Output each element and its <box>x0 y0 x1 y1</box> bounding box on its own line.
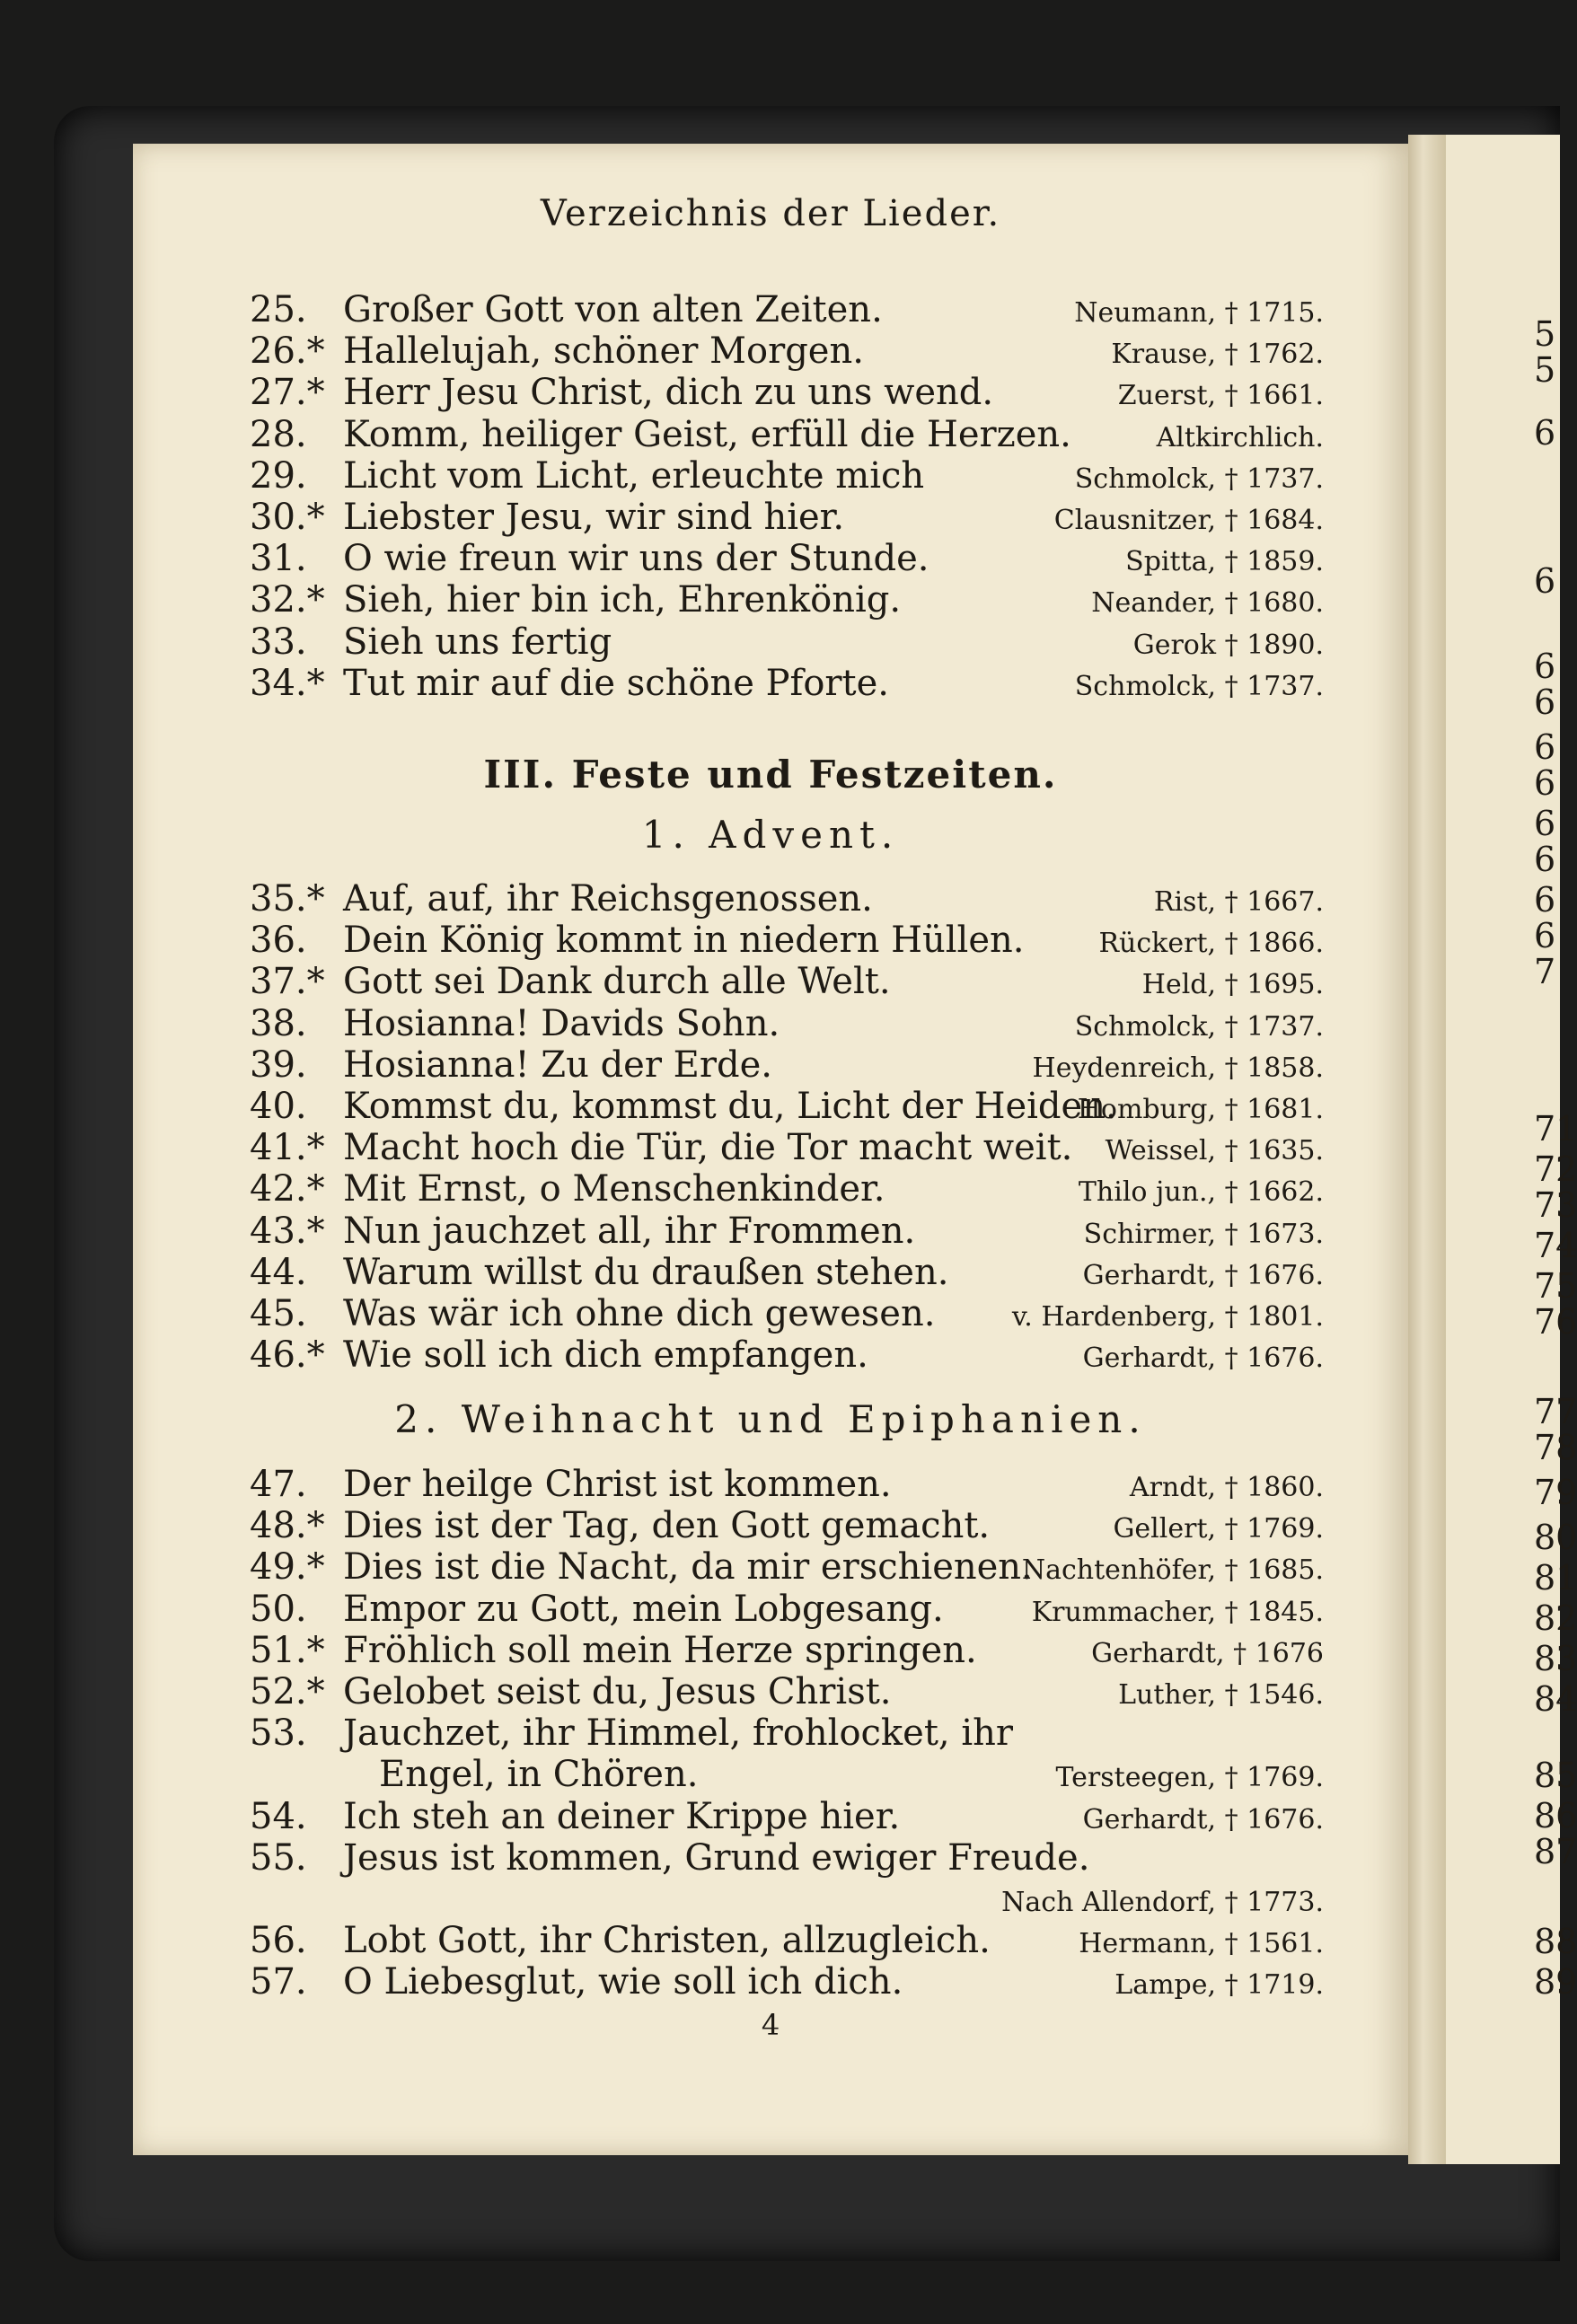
next-page-number: 6 <box>1534 647 1556 686</box>
hymn-title: Hosianna! Zu der Erde. <box>343 1043 772 1086</box>
hymn-author: Rückert, † 1866. <box>1098 928 1324 960</box>
hymn-title: Sieh, hier bin ich, Ehrenkönig. <box>343 579 902 621</box>
hymn-number: 56. <box>250 1920 307 1962</box>
next-page-number: 83 <box>1534 1639 1577 1678</box>
list-item <box>250 1754 1324 1795</box>
hymn-title: Gelobet seist du, Jesus Christ. <box>343 1671 892 1712</box>
hymn-title: Herr Jesu Christ, dich zu uns wend. <box>343 372 994 414</box>
hymn-number: 29. <box>250 454 307 497</box>
next-page-number: 77 <box>1534 1392 1577 1431</box>
hymn-number: 55. <box>250 1836 307 1879</box>
hymn-author: Krummacher, † 1845. <box>1031 1596 1324 1628</box>
list-item <box>250 1210 1324 1252</box>
hymn-title: Was wär ich ohne dich gewesen. <box>343 1293 936 1334</box>
hymn-title: Mit Ernst, o Menschenkinder. <box>343 1168 885 1210</box>
list-item <box>250 961 1324 1002</box>
hymn-title: Dies ist die Nacht, da mir erschienen. <box>343 1546 1033 1589</box>
list-item <box>250 289 1324 330</box>
list-item <box>250 920 1324 961</box>
list-item <box>250 663 1324 704</box>
next-page-number: 6 <box>1534 727 1556 767</box>
list-item <box>250 579 1324 621</box>
list-item <box>250 1796 1324 1837</box>
hymn-title: Dein König kommt in niedern Hüllen. <box>343 920 1025 962</box>
hymn-title: Großer Gott von alten Zeiten. <box>343 289 883 330</box>
next-page-number: 74 <box>1534 1226 1577 1265</box>
hymn-title: Empor zu Gott, mein Lobgesang. <box>343 1588 944 1630</box>
list-item <box>250 1252 1324 1293</box>
hymn-number: 42.* <box>250 1168 325 1210</box>
hymn-author: Schmolck, † 1737. <box>1074 670 1324 702</box>
hymn-title: Licht vom Licht, erleuchte mich <box>343 454 925 497</box>
next-page-number: 6 <box>1534 880 1556 920</box>
hymn-number: 51.* <box>250 1629 325 1671</box>
hymn-author: Neumann, † 1715. <box>1074 297 1324 329</box>
page-title: Verzeichnis der Lieder. <box>540 193 1001 234</box>
hymn-title: Liebster Jesu, wir sind hier. <box>343 497 845 538</box>
hymn-author: Clausnitzer, † 1684. <box>1053 505 1324 536</box>
hymn-number: 50. <box>250 1588 307 1630</box>
list-item <box>250 1086 1324 1127</box>
hymn-author: Rist, † 1667. <box>1153 886 1324 918</box>
hymn-author: Spitta, † 1859. <box>1125 546 1324 578</box>
next-page-number: 71 <box>1534 1109 1577 1149</box>
next-page-number: 84 <box>1534 1679 1577 1719</box>
next-page-number: 6 <box>1534 916 1556 955</box>
next-page-number: 6 <box>1534 561 1556 601</box>
hymn-title: Hosianna! Davids Sohn. <box>343 1002 780 1044</box>
hymn-title: Kommst du, kommst du, Licht der Heiden. <box>343 1086 1117 1127</box>
hymn-author: Zuerst, † 1661. <box>1117 380 1324 412</box>
hymn-number: 30.* <box>250 497 325 538</box>
next-page-number: 82 <box>1534 1598 1577 1638</box>
hymn-title: O Liebesglut, wie soll ich dich. <box>343 1961 903 2003</box>
next-page-number: 78 <box>1534 1428 1577 1467</box>
list-item <box>250 1920 1324 1961</box>
hymn-number: 34.* <box>250 662 325 704</box>
list-item <box>250 538 1324 579</box>
next-page-number: 73 <box>1534 1185 1577 1225</box>
next-page-number: 6 <box>1534 763 1556 803</box>
list-item <box>250 1961 1324 2003</box>
hymn-number: 46.* <box>250 1334 325 1377</box>
next-page-number: 75 <box>1534 1266 1577 1306</box>
list-item <box>250 621 1324 663</box>
next-page-number: 72 <box>1534 1149 1577 1189</box>
hymn-number: 54. <box>250 1795 307 1837</box>
list-item <box>250 1712 1324 1754</box>
list-item <box>250 455 1324 497</box>
hymn-author: Schirmer, † 1673. <box>1083 1218 1324 1250</box>
hymn-title: Macht hoch die Tür, die Tor macht weit. <box>343 1127 1073 1169</box>
hymn-author: Altkirchlich. <box>1156 421 1324 453</box>
hymn-author: Neander, † 1680. <box>1091 587 1324 620</box>
hymn-author: Nachtenhöfer, † 1685. <box>1021 1554 1324 1587</box>
hymn-number: 57. <box>250 1961 307 2003</box>
hymn-number: 38. <box>250 1002 307 1044</box>
hymn-author: Thilo jun., † 1662. <box>1078 1176 1324 1209</box>
hymn-number: 36. <box>250 920 307 962</box>
book-gutter <box>1408 135 1446 2164</box>
hymn-title: Jauchzet, ihr Himmel, frohlocket, ihr <box>343 1712 1014 1755</box>
hymn-title: Nun jauchzet all, ihr Frommen. <box>343 1210 916 1252</box>
hymn-author: Gerhardt, † 1676. <box>1082 1259 1324 1291</box>
hymn-number: 40. <box>250 1086 307 1127</box>
hymn-number: 25. <box>250 289 307 330</box>
section-heading-advent: 1. Advent. <box>641 813 900 857</box>
list-item <box>250 1589 1324 1630</box>
hymn-number: 48.* <box>250 1505 325 1547</box>
next-page-number: 6 <box>1534 804 1556 843</box>
hymn-title: Engel, in Chören. <box>379 1754 699 1796</box>
hymn-title: Warum willst du draußen stehen. <box>343 1251 949 1293</box>
next-page-number: 7 <box>1534 952 1556 991</box>
next-page-number: 87 <box>1534 1832 1577 1871</box>
list-item <box>250 1879 1324 1920</box>
hymn-title: Dies ist der Tag, den Gott gemacht. <box>343 1505 991 1547</box>
next-page-number: 6 <box>1534 840 1556 879</box>
next-page-number: 76 <box>1534 1302 1577 1342</box>
hymn-number: 28. <box>250 413 307 455</box>
hymn-author: Hermann, † 1561. <box>1079 1928 1324 1960</box>
list-item <box>250 330 1324 372</box>
hymn-number: 33. <box>250 621 307 663</box>
next-page-number: 6 <box>1534 682 1556 722</box>
hymn-title: Fröhlich soll mein Herze springen. <box>343 1629 977 1671</box>
hymn-title: Hallelujah, schöner Morgen. <box>343 330 864 373</box>
hymn-author: Gerhardt, † 1676 <box>1091 1637 1324 1669</box>
list-item <box>250 372 1324 413</box>
list-item <box>250 878 1324 920</box>
hymn-author: v. Hardenberg, † 1801. <box>1011 1301 1324 1333</box>
hymn-title: Wie soll ich dich empfangen. <box>343 1334 868 1377</box>
hymn-title: Jesus ist kommen, Grund ewiger Freude. <box>343 1836 1090 1879</box>
hymn-author: Schmolck, † 1737. <box>1074 462 1324 495</box>
hymn-title: Auf, auf, ihr Reichsgenossen. <box>343 878 873 920</box>
section-heading-feste: III. Feste und Festzeiten. <box>483 753 1058 797</box>
list-item <box>250 1127 1324 1168</box>
hymn-author: Arndt, † 1860. <box>1129 1472 1324 1503</box>
hymn-author: Weissel, † 1635. <box>1105 1135 1324 1167</box>
list-item <box>250 1044 1324 1086</box>
list-item <box>250 1837 1324 1879</box>
hymn-number: 53. <box>250 1712 307 1755</box>
list-item <box>250 1505 1324 1546</box>
next-page-number: 79 <box>1534 1473 1577 1512</box>
list-item <box>250 414 1324 455</box>
hymn-title: Komm, heiliger Geist, erfüll die Herzen. <box>343 413 1071 455</box>
hymn-number: 45. <box>250 1293 307 1334</box>
next-page-number: 81 <box>1534 1558 1577 1598</box>
next-page-number: 5 <box>1534 314 1556 354</box>
page-number: 4 <box>761 2008 780 2042</box>
next-page-number: 80 <box>1534 1518 1577 1557</box>
list-item <box>250 1546 1324 1588</box>
hymn-title: Tut mir auf die schöne Pforte. <box>343 662 890 704</box>
list-item <box>250 1630 1324 1671</box>
hymn-number: 27.* <box>250 372 325 414</box>
hymn-number: 39. <box>250 1043 307 1086</box>
next-page-number: 88 <box>1534 1922 1577 1961</box>
hymn-author: Homburg, † 1681. <box>1077 1094 1324 1125</box>
hymn-number: 49.* <box>250 1546 325 1589</box>
hymn-author: Gerhardt, † 1676. <box>1082 1342 1324 1375</box>
hymn-author: Luther, † 1546. <box>1118 1679 1324 1711</box>
list-item <box>250 1168 1324 1210</box>
hymn-number: 32.* <box>250 579 325 621</box>
next-page-number: 86 <box>1534 1796 1577 1835</box>
hymn-title: Gott sei Dank durch alle Welt. <box>343 961 891 1003</box>
hymn-author: Gerhardt, † 1676. <box>1082 1803 1324 1835</box>
hymn-number: 41.* <box>250 1127 325 1169</box>
hymn-number: 31. <box>250 538 307 580</box>
hymn-author: Lampe, † 1719. <box>1114 1969 1324 2002</box>
next-page-number: 89 <box>1534 1962 1577 2002</box>
next-page-number: 85 <box>1534 1756 1577 1795</box>
hymn-title: O wie freun wir uns der Stunde. <box>343 538 929 580</box>
hymn-number: 35.* <box>250 878 325 920</box>
hymn-author: Krause, † 1762. <box>1111 339 1324 371</box>
hymn-title: Der heilge Christ ist kommen. <box>343 1464 892 1505</box>
list-item <box>250 1293 1324 1334</box>
hymn-number: 37.* <box>250 961 325 1003</box>
page-right-edge <box>1446 135 1577 2164</box>
hymn-author: Nach Allendorf, † 1773. <box>1001 1887 1324 1918</box>
list-item <box>250 1671 1324 1712</box>
list-item <box>250 1003 1324 1044</box>
hymn-number: 47. <box>250 1464 307 1505</box>
hymn-number: 44. <box>250 1251 307 1293</box>
next-page-number: 5 <box>1534 350 1556 390</box>
section-heading-weihnacht: 2. Weihnacht und Epiphanien. <box>394 1397 1147 1441</box>
list-item <box>250 497 1324 538</box>
hymn-title: Lobt Gott, ihr Christen, allzugleich. <box>343 1920 991 1962</box>
hymn-number: 26.* <box>250 330 325 373</box>
list-item <box>250 1334 1324 1376</box>
hymn-author: Schmolck, † 1737. <box>1074 1010 1324 1043</box>
hymn-author: Tersteegen, † 1769. <box>1055 1762 1324 1794</box>
hymn-author: Gerok † 1890. <box>1132 629 1324 661</box>
hymn-title: Ich steh an deiner Krippe hier. <box>343 1795 901 1837</box>
hymn-author: Heydenreich, † 1858. <box>1032 1052 1324 1084</box>
list-item <box>250 1464 1324 1505</box>
hymn-author: Held, † 1695. <box>1141 969 1324 1001</box>
next-page-number: 6 <box>1534 413 1556 453</box>
hymn-number: 43.* <box>250 1210 325 1252</box>
hymn-author: Gellert, † 1769. <box>1113 1513 1324 1545</box>
hymn-title: Sieh uns fertig <box>343 621 612 663</box>
hymn-number: 52.* <box>250 1671 325 1712</box>
